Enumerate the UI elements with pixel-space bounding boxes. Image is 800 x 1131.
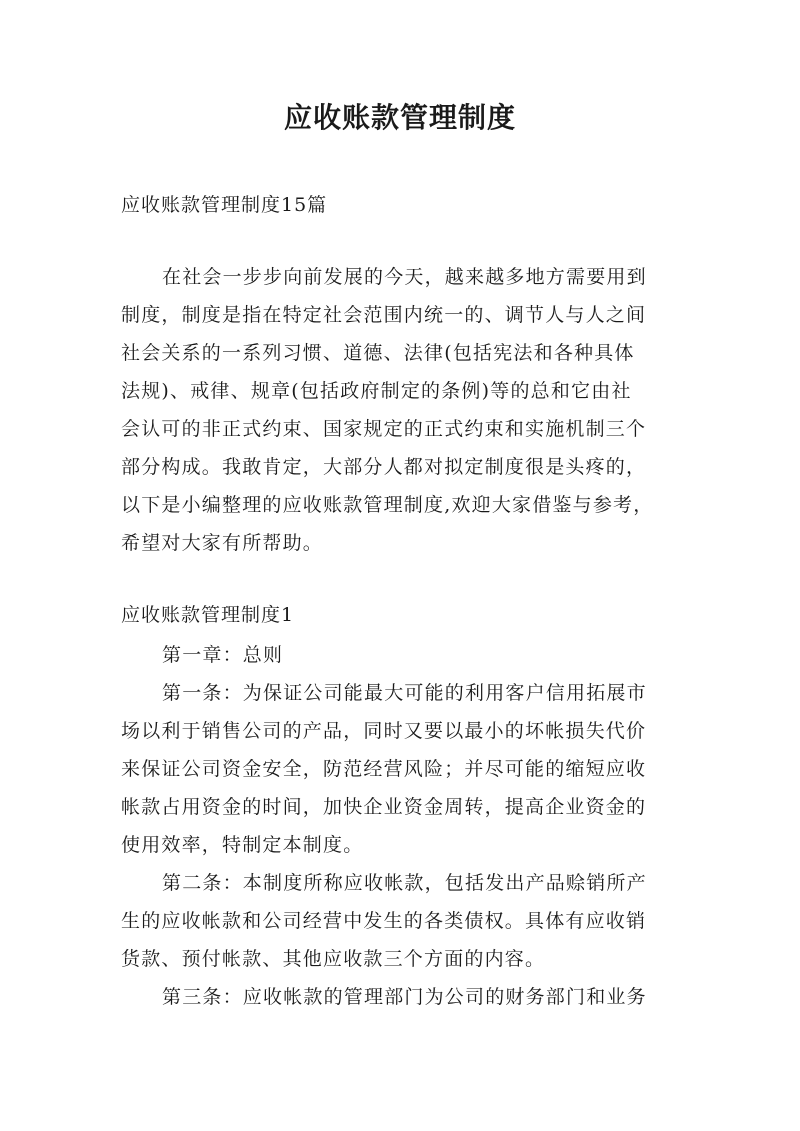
document-subtitle: 应收账款管理制度15篇 [121, 194, 328, 216]
article-line: 第三条：应收帐款的管理部门为公司的财务部门和业务 [162, 986, 647, 1008]
section-title: 应收账款管理制度1 [121, 604, 295, 626]
article-line: 货款、预付帐款、其他应收款三个方面的内容。 [121, 948, 546, 970]
intro-line: 法规)、戒律、规章(包括政府制定的条例)等的总和它由社 [121, 380, 632, 402]
article-line: 第一条：为保证公司能最大可能的利用客户信用拓展市 [162, 682, 647, 704]
intro-line: 以下是小编整理的应收账款管理制度,欢迎大家借鉴与参考， [121, 494, 654, 516]
article-line: 第二条：本制度所称应收帐款，包括发出产品赊销所产 [162, 872, 647, 894]
chapter-heading: 第一章：总则 [162, 644, 284, 666]
article-line: 来保证公司资金安全，防范经营风险；并尽可能的缩短应收 [121, 758, 647, 780]
intro-line: 会认可的非正式约束、国家规定的正式约束和实施机制三个 [121, 418, 647, 440]
article-line: 场以利于销售公司的产品，同时又要以最小的坏帐损失代价 [121, 720, 647, 742]
article-line: 生的应收帐款和公司经营中发生的各类债权。具体有应收销 [121, 910, 647, 932]
article-line: 帐款占用资金的时间，加快企业资金周转，提高企业资金的 [121, 796, 647, 818]
intro-line: 希望对大家有所帮助。 [121, 532, 324, 554]
document-title: 应收账款管理制度 [283, 101, 516, 134]
section-body [121, 636, 691, 1016]
intro-line: 在社会一步步向前发展的今天，越来越多地方需要用到 [162, 266, 647, 288]
article-line: 使用效率，特制定本制度。 [121, 834, 364, 856]
intro-paragraph [121, 258, 691, 562]
intro-line: 制度，制度是指在特定社会范围内统一的、调节人与人之间 [121, 304, 647, 326]
intro-line: 部分构成。我敢肯定，大部分人都对拟定制度很是头疼的， [121, 456, 647, 478]
intro-line: 社会关系的一系列习惯、道德、法律(包括宪法和各种具体 [121, 342, 635, 364]
